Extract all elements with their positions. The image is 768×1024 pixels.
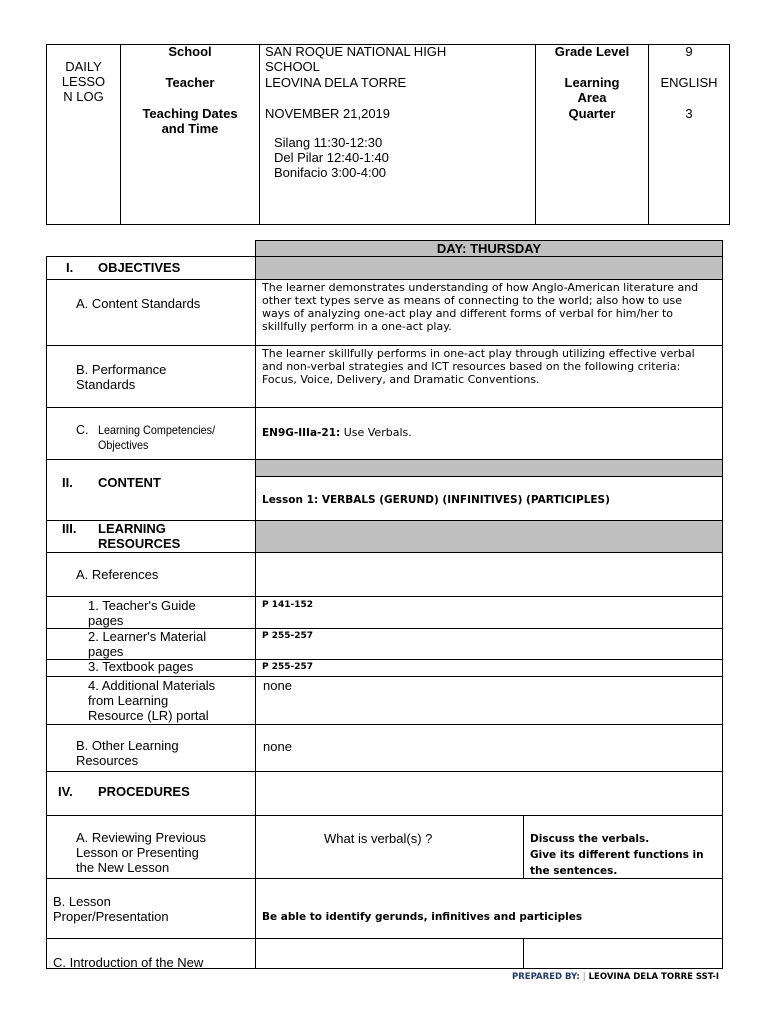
other-resources-value: none <box>263 739 292 754</box>
teaching-dates-label: Teaching Dates and Time <box>142 106 238 136</box>
table-border-right <box>722 240 723 969</box>
quarter-value: 3 <box>685 106 693 121</box>
teacher-label: Teacher <box>165 75 215 90</box>
quarter-label: Quarter <box>568 106 616 121</box>
row-rule <box>46 279 723 280</box>
prepared-by-name: LEOVINA DELA TORRE SST-I <box>588 972 720 982</box>
column-divider <box>255 240 256 969</box>
content-shading <box>255 459 723 476</box>
additional-materials-value: none <box>263 678 292 693</box>
row-rule <box>46 815 723 816</box>
row-rule <box>46 676 723 677</box>
table-border-left <box>46 256 47 969</box>
content-lesson-title: Lesson 1: VERBALS (GERUND) (INFINITIVES) (PARTICIPLES) <box>262 494 610 506</box>
resources-number: III. <box>62 521 77 536</box>
additional-materials-label: 4. Additional Materials from Learning Resource (LR) portal <box>88 678 216 723</box>
learning-area-label: Learning Area <box>564 75 620 105</box>
textbook-label: 3. Textbook pages <box>88 659 194 674</box>
school-value: SAN ROQUE NATIONAL HIGH SCHOOL <box>265 44 447 74</box>
grade-level-value: 9 <box>685 44 693 59</box>
row-rule <box>46 938 723 939</box>
review-activity: Discuss the verbals. Give its different functions in the sentences. <box>530 833 704 877</box>
content-standards-text: The learner demonstrates understanding of how Anglo-American literature and other text types serve as means of connecting to the world; also how to use ways of analyzing one-act play and different forms of verbal for him/her to skillfully perform in a one-act play. <box>262 281 699 333</box>
header-divider <box>535 44 536 225</box>
teaching-date-value: NOVEMBER 21,2019 <box>265 106 391 121</box>
header-divider <box>648 44 649 225</box>
row-rule <box>46 459 723 460</box>
learning-area-value: ENGLISH <box>660 75 718 90</box>
objectives-number: I. <box>66 260 74 275</box>
performance-standards-text: The learner skillfully performs in one-act play through utilizing effective verbal and non-verbal strategies and ICT resources based on the following criteria: Focus, Voice, Delivery, and Dramatic Conventions. <box>262 347 695 386</box>
teacher-value: LEOVINA DELA TORRE <box>265 75 407 90</box>
competency-code: EN9G-IIIa-21: <box>262 427 341 439</box>
row-rule <box>255 476 723 477</box>
competency-text: Use Verbals. <box>340 426 412 439</box>
lesson-proper-label: B. Lesson Proper/Presentation <box>53 894 169 924</box>
prepared-by-footer <box>512 972 719 982</box>
learners-material-pages: P 255-257 <box>262 631 314 641</box>
other-resources-label: B. Other Learning Resources <box>76 738 179 768</box>
resources-heading: LEARNING RESOURCES <box>98 521 181 551</box>
row-rule <box>46 256 723 257</box>
row-rule <box>46 771 723 772</box>
teachers-guide-label: 1. Teacher's Guide pages <box>88 598 196 628</box>
row-rule <box>46 724 723 725</box>
references-label: A. References <box>76 567 159 582</box>
column-divider <box>523 938 524 969</box>
grade-level-label: Grade Level <box>554 44 630 59</box>
lesson-proper-text: Be able to identify gerunds, infinitives and participles <box>262 911 583 923</box>
daily-lesson-log-label: DAILY LESSO N LOG <box>61 59 106 104</box>
review-question: What is verbal(s) ? <box>324 831 433 846</box>
procedures-heading: PROCEDURES <box>98 784 190 799</box>
row-rule <box>46 596 723 597</box>
header-divider <box>259 44 260 225</box>
competency-statement <box>262 426 412 440</box>
row-rule <box>46 552 723 553</box>
row-rule <box>46 407 723 408</box>
content-number: II. <box>62 475 73 490</box>
performance-standards-label: B. Performance Standards <box>76 362 167 392</box>
day-header: DAY: THURSDAY <box>436 241 542 256</box>
header-border-right <box>729 44 730 225</box>
prepared-by-label: PREPARED BY: <box>512 972 580 982</box>
learners-material-label: 2. Learner's Material pages <box>88 629 207 659</box>
competencies-label: Learning Competencies/ Objectives <box>98 423 216 452</box>
textbook-pages: P 255-257 <box>262 662 314 672</box>
objectives-heading: OBJECTIVES <box>98 260 181 275</box>
resources-shading <box>255 520 723 552</box>
class-schedule: Silang 11:30-12:30 Del Pilar 12:40-1:40 Bonifacio 3:00-4:00 <box>274 135 389 180</box>
footer-separator: | <box>582 972 586 982</box>
reviewing-lesson-label: A. Reviewing Previous Lesson or Presenting the New Lesson <box>76 830 207 875</box>
teachers-guide-pages: P 141-152 <box>262 600 314 610</box>
header-border-bottom <box>46 224 730 225</box>
competencies-letter: C. <box>76 423 89 437</box>
procedures-number: IV. <box>58 784 73 799</box>
content-heading: CONTENT <box>98 475 161 490</box>
row-rule <box>46 345 723 346</box>
school-label: School <box>168 44 212 59</box>
introduction-label: C. Introduction of the New <box>53 955 204 970</box>
column-divider <box>523 815 524 878</box>
content-standards-label: A. Content Standards <box>76 296 201 311</box>
